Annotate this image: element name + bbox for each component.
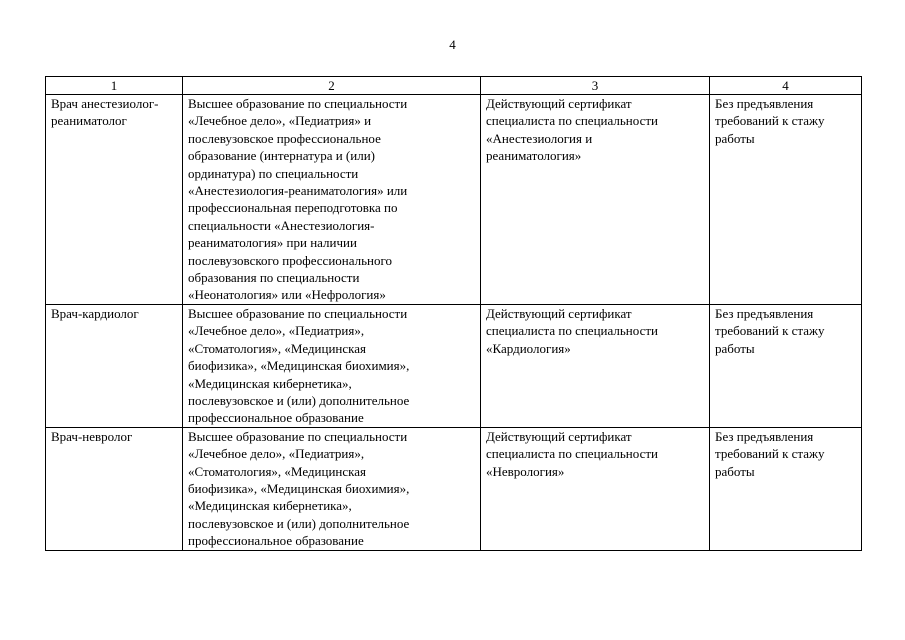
column-number-2: 2 xyxy=(183,77,481,95)
table-header-row xyxy=(46,77,862,95)
experience-cell: Без предъявления требований к стажу работы xyxy=(710,304,862,427)
qualification-table xyxy=(45,76,862,551)
column-number-1: 1 xyxy=(46,77,183,95)
table-row xyxy=(46,95,862,305)
certificate-cell: Действующий сертификат специалиста по специальности «Кардиология» xyxy=(481,304,710,427)
column-number-4: 4 xyxy=(710,77,862,95)
position-cell: Врач-невролог xyxy=(46,427,183,550)
position-cell: Врач анестезиолог- реаниматолог xyxy=(46,95,183,305)
table-row xyxy=(46,304,862,427)
certificate-cell: Действующий сертификат специалиста по специальности «Неврология» xyxy=(481,427,710,550)
column-number-3: 3 xyxy=(481,77,710,95)
education-cell: Высшее образование по специальности «Лечебное дело», «Педиатрия», «Стоматология», «Медицинская биофизика», «Медицинская биохимия», «Медицинская кибернетика», послевузовское и (или) дополнительное профессиональное образование xyxy=(183,427,481,550)
experience-cell: Без предъявления требований к стажу работы xyxy=(710,427,862,550)
certificate-cell: Действующий сертификат специалиста по специальности «Анестезиология и реаниматология» xyxy=(481,95,710,305)
position-cell: Врач-кардиолог xyxy=(46,304,183,427)
experience-cell: Без предъявления требований к стажу работы xyxy=(710,95,862,305)
education-cell: Высшее образование по специальности «Лечебное дело», «Педиатрия» и послевузовское профессиональное образование (интернатура и (или) ординатура) по специальности «Анестезиология-реаниматология» или профессиональная переподготовка по специальности «Анестезиология- реаниматология» при наличии послевузовского профессионального образования по специальности «Неонатология» или «Нефрология» xyxy=(183,95,481,305)
table-row xyxy=(46,427,862,550)
page-number: 4 xyxy=(449,37,456,52)
education-cell: Высшее образование по специальности «Лечебное дело», «Педиатрия», «Стоматология», «Медицинская биофизика», «Медицинская биохимия», «Медицинская кибернетика», послевузовское и (или) дополнительное профессиональное образование xyxy=(183,304,481,427)
